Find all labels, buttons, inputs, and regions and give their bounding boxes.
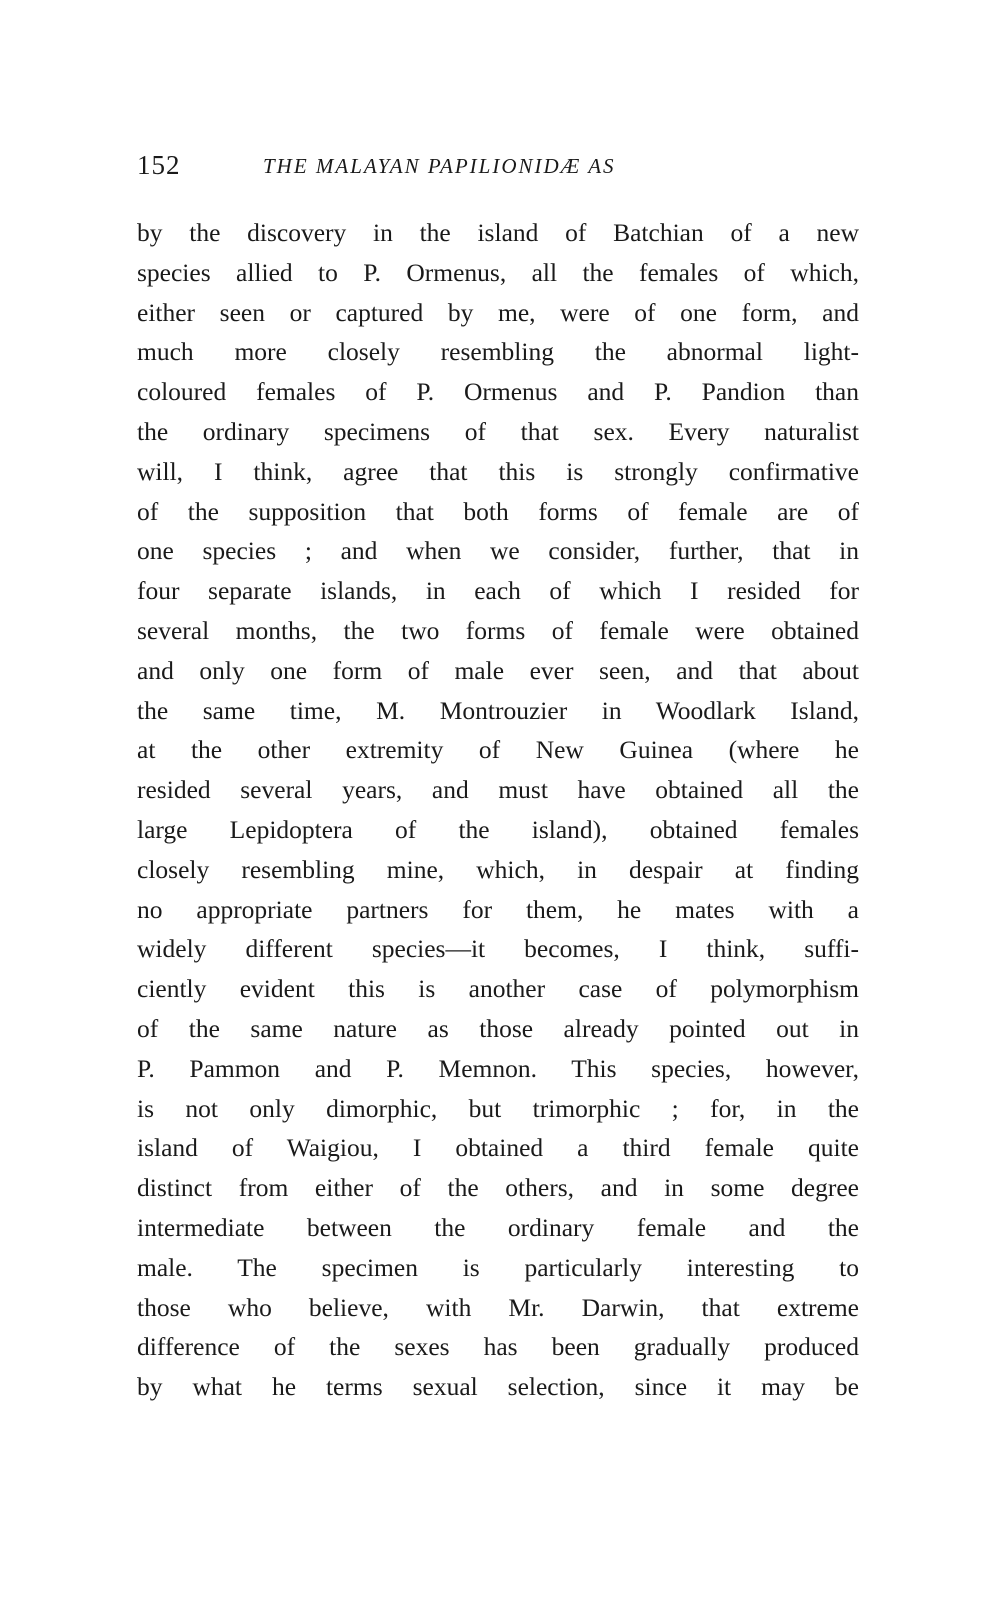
text-line: of the supposition that both forms of female are of [137,496,859,526]
text-line: the same time, M. Montrouzier in Woodlark Island, [137,695,859,725]
text-line: P. Pammon and P. Memnon. This species, however, [137,1053,859,1083]
text-line: much more closely resembling the abnormal light- [137,337,859,367]
text-line: resided several years, and must have obtained all the [137,775,859,805]
text-line: distinct from either of the others, and in some degree [137,1173,859,1203]
text-line: those who believe, with Mr. Darwin, that extreme [137,1292,859,1322]
text-line: of the same nature as those already pointed out in [137,1013,859,1043]
text-line: large Lepidoptera of the island), obtained females [137,814,859,844]
text-line: intermediate between the ordinary female and the [137,1212,859,1242]
text-line: ciently evident this is another case of polymorphism [137,974,859,1004]
text-line: will, I think, agree that this is strongly confirmative [137,456,859,486]
running-head: THE MALAYAN PAPILIONIDÆ AS [263,154,616,178]
text-line: closely resembling mine, which, in despair at finding [137,854,859,884]
text-line: by the discovery in the island of Batchian of a new [137,218,859,247]
text-line: one species ; and when we consider, further, that in [137,536,859,566]
text-line: island of Waigiou, I obtained a third female quite [137,1133,859,1163]
text-line: several months, the two forms of female were obtained [137,615,859,645]
text-line: male. The specimen is particularly interesting to [137,1252,859,1282]
text-line: at the other extremity of New Guinea (where he [137,735,859,765]
text-line: either seen or captured by me, were of one form, and [137,297,859,327]
text-line: and only one form of male ever seen, and that about [137,655,859,685]
text-line: is not only dimorphic, but trimorphic ; for, in the [137,1093,859,1123]
page-number: 152 [137,150,181,180]
text-line: four separate islands, in each of which I resided for [137,576,859,606]
text-line: no appropriate partners for them, he mates with a [137,894,859,924]
text-line: species allied to P. Ormenus, all the females of which, [137,257,859,287]
text-line: coloured females of P. Ormenus and P. Pandion than [137,377,859,407]
page-header [137,150,857,186]
text-line: widely different species—it becomes, I think, suffi- [137,934,859,964]
text-line: the ordinary specimens of that sex. Every naturalist [137,416,859,446]
text-line: by what he terms sexual selection, since it may be [137,1372,859,1402]
text-line: difference of the sexes has been gradually produced [137,1332,859,1362]
body-text [137,213,859,1407]
